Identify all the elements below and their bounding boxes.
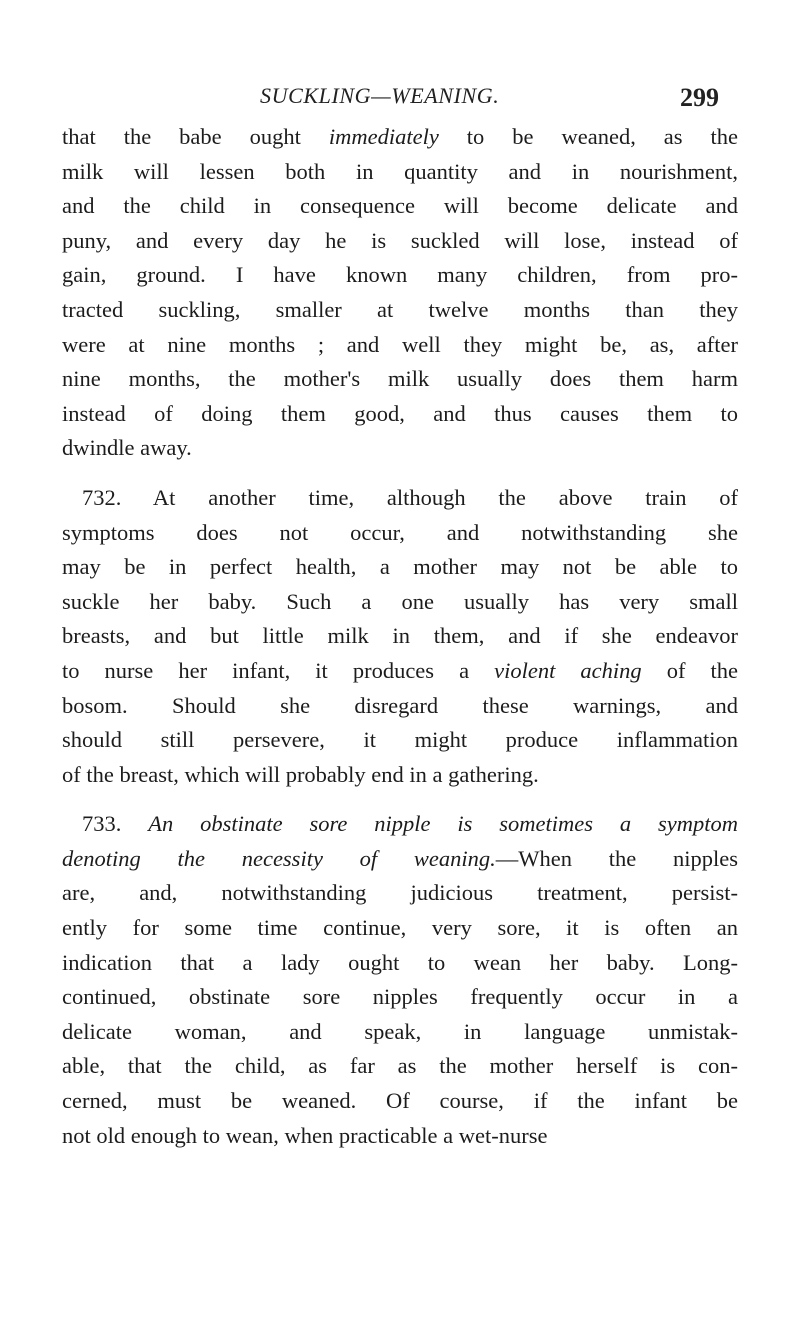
text-line xyxy=(62,980,738,1015)
text-run: 732. At another time, although the above train of xyxy=(82,484,738,510)
text-line xyxy=(62,516,738,551)
text-run: that the babe ought xyxy=(62,124,329,149)
text-run: suckle her baby. Such a one usually has very small xyxy=(62,588,738,614)
text-run: indication that a lady ought to wean her baby. Long- xyxy=(62,949,738,975)
italic-text: An obstinate sore nipple is sometimes a symptom xyxy=(148,811,738,837)
text-run: to nurse her infant, it produces a xyxy=(62,657,495,683)
text-line xyxy=(62,550,738,585)
text-line xyxy=(62,807,738,842)
text-line xyxy=(62,946,738,981)
text-line xyxy=(62,155,738,190)
text-line xyxy=(62,876,738,911)
italic-text: violent aching xyxy=(494,657,642,683)
text-line xyxy=(62,224,738,259)
text-line xyxy=(62,293,738,328)
text-run: symptoms does not occur, and notwithstanding she xyxy=(62,519,738,545)
text-line xyxy=(62,258,738,293)
text-run: gain, ground. I have known many children, from pro- xyxy=(62,262,738,288)
text-run: breasts, and but little milk in them, and if she endeavor xyxy=(62,623,738,649)
text-line xyxy=(62,842,738,877)
text-run: dwindle away. xyxy=(62,435,192,461)
text-run: 733. xyxy=(82,811,149,837)
text-run: not old enough to wean, when practicable a wet-nurse xyxy=(62,1122,548,1148)
text-run: milk will lessen both in quantity and in nourishment, xyxy=(62,158,738,184)
text-run: cerned, must be weaned. Of course, if the infant be xyxy=(62,1088,738,1114)
text-run: tracted suckling, smaller at twelve months than they xyxy=(62,296,738,322)
text-line xyxy=(62,481,738,516)
paragraph xyxy=(62,120,738,466)
text-run: of the breast, which will probably end in a gathering. xyxy=(62,761,539,787)
text-run: are, and, notwithstanding judicious treatment, persist- xyxy=(62,880,738,906)
text-line xyxy=(62,1015,738,1050)
text-run: continued, obstinate sore nipples frequently occur in a xyxy=(62,984,738,1010)
text-line xyxy=(62,328,738,363)
text-run: bosom. Should she disregard these warnings, and xyxy=(62,692,738,718)
text-line xyxy=(62,911,738,946)
text-run: to be weaned, as the xyxy=(438,124,738,149)
text-run: —When the nipples xyxy=(495,845,738,871)
running-head: SUCKLING—WEANING. xyxy=(260,83,500,108)
text-line xyxy=(62,189,738,224)
text-run: may be in perfect health, a mother may not be able to xyxy=(62,554,738,580)
text-line xyxy=(62,397,738,432)
italic-text: denoting the necessity of weaning. xyxy=(62,845,496,871)
text-run: were at nine months ; and well they might be, as, after xyxy=(62,331,738,357)
text-run: and the child in consequence will become delicate and xyxy=(62,193,738,219)
text-run: puny, and every day he is suckled will lose, instead of xyxy=(62,227,738,253)
text-run: ently for some time continue, very sore, it is often an xyxy=(62,915,738,941)
text-line xyxy=(62,689,738,724)
text-run: nine months, the mother's milk usually does them harm xyxy=(62,366,738,392)
text-line xyxy=(62,362,738,397)
text-line xyxy=(62,654,738,689)
text-line xyxy=(62,758,738,793)
text-run: able, that the child, as far as the mother herself is con- xyxy=(62,1053,738,1079)
page-number: 299 xyxy=(680,83,719,112)
text-line xyxy=(62,431,738,466)
italic-text: immediately xyxy=(328,124,439,149)
text-line xyxy=(62,723,738,758)
paragraph xyxy=(62,481,738,792)
paragraph-gap xyxy=(62,466,738,481)
paragraph xyxy=(62,807,738,1153)
text-run: instead of doing them good, and thus causes them to xyxy=(62,400,738,426)
body-text xyxy=(62,120,738,1153)
text-line xyxy=(62,1119,738,1154)
text-run: should still persevere, it might produce inflammation xyxy=(62,727,738,753)
text-line xyxy=(62,1084,738,1119)
text-line xyxy=(62,585,738,620)
text-line xyxy=(62,619,738,654)
text-run: of the xyxy=(641,657,738,683)
text-run: delicate woman, and speak, in language unmistak- xyxy=(62,1018,738,1044)
paragraph-gap xyxy=(62,792,738,807)
text-line xyxy=(62,1049,738,1084)
text-line xyxy=(62,120,738,155)
